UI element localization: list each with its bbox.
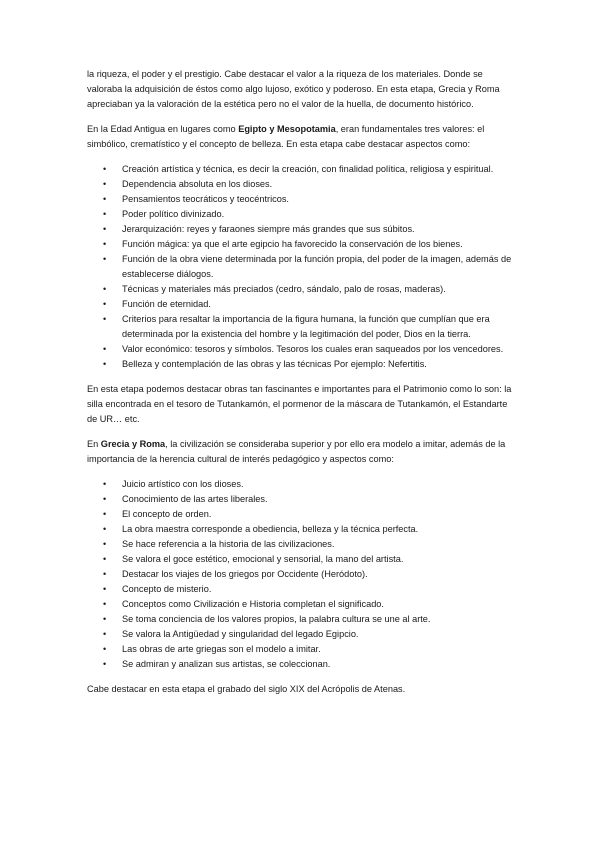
bullet-icon: • — [103, 539, 107, 549]
list-item — [103, 642, 515, 657]
paragraph-patrimonio: En esta etapa podemos destacar obras tan fascinantes e importantes para el Patrimonio como lo son: la silla encontrada en el tesoro de Tutankamón, el pormenor de la máscara de Tutankamón, el Estandarte de UR… etc. — [87, 384, 512, 424]
list-item — [103, 237, 515, 252]
list-item — [103, 207, 515, 222]
bullet-icon: • — [103, 494, 107, 504]
bullet-icon: • — [103, 644, 107, 654]
bullet-icon: • — [103, 254, 107, 264]
list-item — [103, 492, 515, 507]
bullet-icon: • — [103, 524, 107, 534]
list-item-text: Función mágica: ya que el arte egipcio ha favorecido la conservación de los bienes. — [122, 239, 463, 249]
list-item — [103, 342, 515, 357]
list-item-text: Función de la obra viene determinada por la función propia, del poder de la imagen, además de establecerse diálogos. — [122, 254, 512, 279]
list-item-text: Valor económico: tesoros y símbolos. Tesoros los cuales eran saqueados por los vencedores. — [122, 344, 504, 354]
list-item-text: Conocimiento de las artes liberales. — [122, 494, 268, 504]
list-item — [103, 612, 515, 627]
list-item-text: Conceptos como Civilización e Historia completan el significado. — [122, 599, 384, 609]
list-item — [103, 582, 515, 597]
list-item-text: Se valora el goce estético, emocional y sensorial, la mano del artista. — [122, 554, 404, 564]
bullet-icon: • — [103, 209, 107, 219]
list-item-text: Creación artística y técnica, es decir la creación, con finalidad política, religiosa y espiritual. — [122, 164, 494, 174]
bullet-icon: • — [103, 629, 107, 639]
paragraph-closing: Cabe destacar en esta etapa el grabado del siglo XIX del Acrópolis de Atenas. — [87, 684, 406, 694]
paragraph-grecia-bold: Grecia y Roma — [100, 439, 166, 449]
list-item — [103, 297, 515, 312]
list-item — [103, 522, 515, 537]
list-item-text: Concepto de misterio. — [122, 584, 212, 594]
list-item — [103, 192, 515, 207]
list-item-text: Se toma conciencia de los valores propios, la palabra cultura se une al arte. — [122, 614, 431, 624]
paragraph-grecia — [87, 437, 515, 467]
bullet-icon: • — [103, 284, 107, 294]
bullet-icon: • — [103, 299, 107, 309]
paragraph-intro: la riqueza, el poder y el prestigio. Cabe destacar el valor a la riqueza de los materiales. Donde se valoraba la adquisición de éstos como algo lujoso, exótico y poderoso. En esta etapa, Grecia y Roma apreciaban ya la valoración de la estética pero no el valor de la huella, de documento histórico. — [87, 69, 500, 109]
bullet-list-grecia — [87, 477, 515, 672]
paragraph-grecia-text-b: , la civilización se consideraba superior y por ello era modelo a imitar, además de la importancia de la herencia cultural de interés pedagógico y aspectos como: — [87, 439, 506, 464]
list-item — [103, 627, 515, 642]
bullet-icon: • — [103, 164, 107, 174]
bullet-icon: • — [103, 554, 107, 564]
list-item-text: Las obras de arte griegas son el modelo a imitar. — [122, 644, 321, 654]
list-item-text: El concepto de orden. — [122, 509, 212, 519]
bullet-icon: • — [103, 569, 107, 579]
list-item — [103, 567, 515, 582]
list-item — [103, 282, 515, 297]
list-item — [103, 507, 515, 522]
paragraph-grecia-text-a: En — [87, 439, 101, 449]
bullet-icon: • — [103, 599, 107, 609]
paragraph-egipto-text-b: , eran fundamentales tres valores: el simbólico, crematístico y el concepto de belleza. En esta etapa cabe destacar aspectos como: — [87, 124, 485, 149]
list-item — [103, 657, 515, 672]
list-item — [103, 222, 515, 237]
list-item-text: Se valora la Antigüedad y singularidad del legado Egipcio. — [122, 629, 359, 639]
list-item-text: Se hace referencia a la historia de las civilizaciones. — [122, 539, 335, 549]
paragraph-egipto — [87, 122, 515, 152]
list-item-text: Juicio artístico con los dioses. — [122, 479, 244, 489]
bullet-icon: • — [103, 194, 107, 204]
bullet-list-egipto — [87, 162, 515, 372]
list-item-text: Jerarquización: reyes y faraones siempre más grandes que sus súbitos. — [122, 224, 415, 234]
bullet-icon: • — [103, 659, 107, 669]
paragraph-egipto-text-a: En la Edad Antigua en lugares como — [87, 124, 239, 134]
bullet-icon: • — [103, 239, 107, 249]
bullet-icon: • — [103, 224, 107, 234]
list-item — [103, 177, 515, 192]
list-item-text: La obra maestra corresponde a obediencia, belleza y la técnica perfecta. — [122, 524, 419, 534]
list-item — [103, 162, 515, 177]
bullet-icon: • — [103, 614, 107, 624]
list-item — [103, 477, 515, 492]
list-item — [103, 252, 515, 282]
bullet-icon: • — [103, 359, 107, 369]
list-item-text: Poder político divinizado. — [122, 209, 225, 219]
list-item-text: Destacar los viajes de los griegos por Occidente (Heródoto). — [122, 569, 368, 579]
list-item-text: Criterios para resaltar la importancia de la figura humana, la función que cumplían que era determinada por la existencia del hombre y la legitimación del poder, Dios en la tierra. — [122, 314, 490, 339]
list-item-text: Belleza y contemplación de las obras y las técnicas Por ejemplo: Nefertitis. — [122, 359, 427, 369]
list-item — [103, 537, 515, 552]
bullet-icon: • — [103, 344, 107, 354]
list-item — [103, 552, 515, 567]
list-item-text: Se admiran y analizan sus artistas, se coleccionan. — [122, 659, 331, 669]
list-item — [103, 312, 515, 342]
paragraph-egipto-bold: Egipto y Mesopotamia — [238, 124, 336, 134]
list-item-text: Dependencia absoluta en los dioses. — [122, 179, 273, 189]
list-item-text: Técnicas y materiales más preciados (cedro, sándalo, palo de rosas, maderas). — [122, 284, 446, 294]
bullet-icon: • — [103, 179, 107, 189]
bullet-icon: • — [103, 509, 107, 519]
list-item — [103, 357, 515, 372]
bullet-icon: • — [103, 584, 107, 594]
bullet-icon: • — [103, 314, 107, 324]
list-item-text: Función de eternidad. — [122, 299, 211, 309]
list-item-text: Pensamientos teocráticos y teocéntricos. — [122, 194, 289, 204]
list-item — [103, 597, 515, 612]
bullet-icon: • — [103, 479, 107, 489]
document-page — [87, 67, 515, 707]
